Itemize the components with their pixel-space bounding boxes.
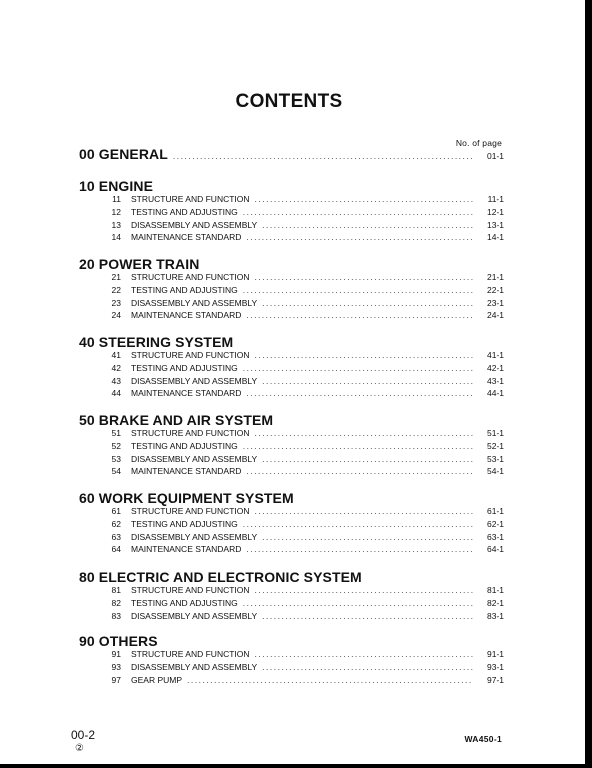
footer-model: WA450-1 <box>464 734 502 744</box>
toc-section-heading[interactable] <box>79 334 504 350</box>
dot-leader <box>255 350 473 360</box>
dot-leader <box>246 544 473 554</box>
footer-page-number: 00-2 <box>71 728 96 742</box>
toc-item[interactable] <box>79 598 504 608</box>
dot-leader <box>255 194 473 204</box>
toc-item[interactable] <box>79 506 504 516</box>
toc-item[interactable] <box>79 662 504 672</box>
item-page-number: 63-1 <box>486 531 504 542</box>
toc-section-heading[interactable] <box>79 490 504 506</box>
toc-item[interactable] <box>79 363 504 373</box>
item-number: 62 <box>111 518 121 529</box>
toc-section-heading[interactable] <box>79 146 504 162</box>
item-number: 83 <box>111 610 121 621</box>
dot-leader <box>243 285 473 295</box>
item-number: 14 <box>111 232 121 243</box>
section-page-number: 01-1 <box>486 151 504 161</box>
item-title: TESTING AND ADJUSTING <box>131 597 238 608</box>
dot-leader <box>243 363 473 373</box>
toc-item[interactable] <box>79 441 504 451</box>
toc-item[interactable] <box>79 232 504 242</box>
section-title: 20 POWER TRAIN <box>79 256 200 272</box>
item-number: 11 <box>112 194 121 204</box>
item-title: STRUCTURE AND FUNCTION <box>131 272 250 282</box>
item-page-number: 51-1 <box>486 428 504 438</box>
toc-item[interactable] <box>79 207 504 217</box>
section-title: 40 STEERING SYSTEM <box>79 334 234 350</box>
dot-leader <box>262 532 473 542</box>
toc-item[interactable] <box>79 466 504 476</box>
item-number: 22 <box>111 284 121 295</box>
item-number: 13 <box>111 219 121 230</box>
item-title: DISASSEMBLY AND ASSEMBLY <box>131 453 258 464</box>
section-title: 60 WORK EQUIPMENT SYSTEM <box>79 490 294 506</box>
dot-leader <box>255 506 473 516</box>
item-page-number: 41-1 <box>486 350 504 360</box>
item-page-number: 53-1 <box>486 453 504 464</box>
item-page-number: 14-1 <box>486 232 504 243</box>
item-number: 54 <box>111 466 121 477</box>
item-page-number: 81-1 <box>486 585 504 595</box>
item-number: 12 <box>111 206 121 217</box>
dot-leader <box>243 598 473 608</box>
item-number: 24 <box>111 310 121 321</box>
toc-section-heading[interactable] <box>79 256 504 272</box>
item-number: 97 <box>111 674 121 685</box>
item-title: DISASSEMBLY AND ASSEMBLY <box>131 610 258 621</box>
toc-item[interactable] <box>79 428 504 438</box>
item-page-number: 54-1 <box>486 466 504 477</box>
item-title: STRUCTURE AND FUNCTION <box>131 428 250 438</box>
item-number: 82 <box>111 597 121 608</box>
toc-item[interactable] <box>79 298 504 308</box>
item-page-number: 61-1 <box>486 506 504 516</box>
dot-leader <box>262 454 473 464</box>
item-page-number: 93-1 <box>486 661 504 672</box>
item-title: MAINTENANCE STANDARD <box>131 310 242 321</box>
item-title: TESTING AND ADJUSTING <box>131 518 238 529</box>
item-title: MAINTENANCE STANDARD <box>131 544 242 555</box>
item-title: DISASSEMBLY AND ASSEMBLY <box>131 375 258 386</box>
item-page-number: 23-1 <box>486 297 504 308</box>
section-title: 00 GENERAL <box>79 146 168 162</box>
item-page-number: 24-1 <box>486 310 504 321</box>
item-page-number: 83-1 <box>486 610 504 621</box>
item-page-number: 13-1 <box>486 219 504 230</box>
dot-leader <box>255 585 473 595</box>
item-title: MAINTENANCE STANDARD <box>131 232 242 243</box>
dot-leader <box>243 207 473 217</box>
footer-revision-mark: ② <box>75 743 84 754</box>
toc-item[interactable] <box>79 194 504 204</box>
dot-leader <box>255 428 473 438</box>
toc-item[interactable] <box>79 675 504 685</box>
item-number: 44 <box>111 388 121 399</box>
item-page-number: 11-1 <box>487 194 504 204</box>
item-number: 43 <box>111 375 121 386</box>
toc-item[interactable] <box>79 519 504 529</box>
item-page-number: 44-1 <box>486 388 504 399</box>
toc-item[interactable] <box>79 220 504 230</box>
dot-leader <box>187 675 473 685</box>
toc-item[interactable] <box>79 532 504 542</box>
item-number: 81 <box>111 585 121 595</box>
item-page-number: 43-1 <box>486 375 504 386</box>
toc-item[interactable] <box>79 285 504 295</box>
item-title: STRUCTURE AND FUNCTION <box>131 350 250 360</box>
item-number: 52 <box>111 440 121 451</box>
item-page-number: 64-1 <box>486 544 504 555</box>
item-number: 23 <box>111 297 121 308</box>
dot-leader <box>262 298 473 308</box>
dot-leader <box>262 376 473 386</box>
toc-item[interactable] <box>79 350 504 360</box>
dot-leader <box>262 662 473 672</box>
item-page-number: 97-1 <box>486 674 504 685</box>
item-title: DISASSEMBLY AND ASSEMBLY <box>131 219 258 230</box>
item-title: TESTING AND ADJUSTING <box>131 284 238 295</box>
item-title: GEAR PUMP <box>131 674 183 685</box>
dot-leader <box>246 466 473 476</box>
dot-leader <box>262 220 473 230</box>
toc-item[interactable] <box>79 649 504 659</box>
dot-leader <box>243 441 473 451</box>
item-title: DISASSEMBLY AND ASSEMBLY <box>131 531 258 542</box>
item-number: 91 <box>111 649 121 659</box>
dot-leader <box>173 151 473 161</box>
toc-item[interactable] <box>79 544 504 554</box>
toc-item[interactable] <box>79 388 504 398</box>
item-number: 51 <box>111 428 121 438</box>
item-number: 63 <box>111 531 121 542</box>
dot-leader <box>255 272 473 282</box>
toc-section-heading[interactable] <box>79 569 504 585</box>
item-title: STRUCTURE AND FUNCTION <box>131 649 250 659</box>
toc-item[interactable] <box>79 272 504 282</box>
item-page-number: 82-1 <box>486 597 504 608</box>
item-title: TESTING AND ADJUSTING <box>131 362 238 373</box>
item-page-number: 21-1 <box>486 272 504 282</box>
item-title: STRUCTURE AND FUNCTION <box>131 585 250 595</box>
item-title: TESTING AND ADJUSTING <box>131 206 238 217</box>
dot-leader <box>243 519 473 529</box>
item-title: MAINTENANCE STANDARD <box>131 466 242 477</box>
page-column-header: No. of page <box>455 138 502 148</box>
item-title: DISASSEMBLY AND ASSEMBLY <box>131 661 258 672</box>
item-number: 64 <box>111 544 121 555</box>
item-page-number: 52-1 <box>486 440 504 451</box>
section-title: 80 ELECTRIC AND ELECTRONIC SYSTEM <box>79 569 362 585</box>
item-number: 21 <box>111 272 121 282</box>
item-title: STRUCTURE AND FUNCTION <box>131 194 250 204</box>
item-page-number: 12-1 <box>486 206 504 217</box>
toc-item[interactable] <box>79 310 504 320</box>
item-page-number: 22-1 <box>486 284 504 295</box>
toc-item[interactable] <box>79 454 504 464</box>
item-number: 41 <box>111 350 121 360</box>
dot-leader <box>246 388 473 398</box>
toc-section-heading[interactable] <box>79 633 504 649</box>
dot-leader <box>246 232 473 242</box>
toc-item[interactable] <box>79 585 504 595</box>
dot-leader <box>255 649 473 659</box>
item-title: STRUCTURE AND FUNCTION <box>131 506 250 516</box>
section-title: 10 ENGINE <box>79 178 154 194</box>
item-page-number: 62-1 <box>486 518 504 529</box>
toc-section-heading[interactable] <box>79 178 504 194</box>
item-title: TESTING AND ADJUSTING <box>131 440 238 451</box>
section-title: 90 OTHERS <box>79 633 158 649</box>
toc-section-heading[interactable] <box>79 412 504 428</box>
dot-leader <box>246 310 473 320</box>
item-title: MAINTENANCE STANDARD <box>131 388 242 399</box>
item-number: 42 <box>111 362 121 373</box>
toc-item[interactable] <box>79 376 504 386</box>
item-number: 53 <box>111 453 121 464</box>
item-page-number: 91-1 <box>486 649 504 659</box>
item-title: DISASSEMBLY AND ASSEMBLY <box>131 297 258 308</box>
page-title: CONTENTS <box>235 91 343 112</box>
item-page-number: 42-1 <box>486 362 504 373</box>
item-number: 93 <box>111 661 121 672</box>
toc-item[interactable] <box>79 611 504 621</box>
item-number: 61 <box>111 506 121 516</box>
dot-leader <box>262 611 473 621</box>
section-title: 50 BRAKE AND AIR SYSTEM <box>79 412 274 428</box>
